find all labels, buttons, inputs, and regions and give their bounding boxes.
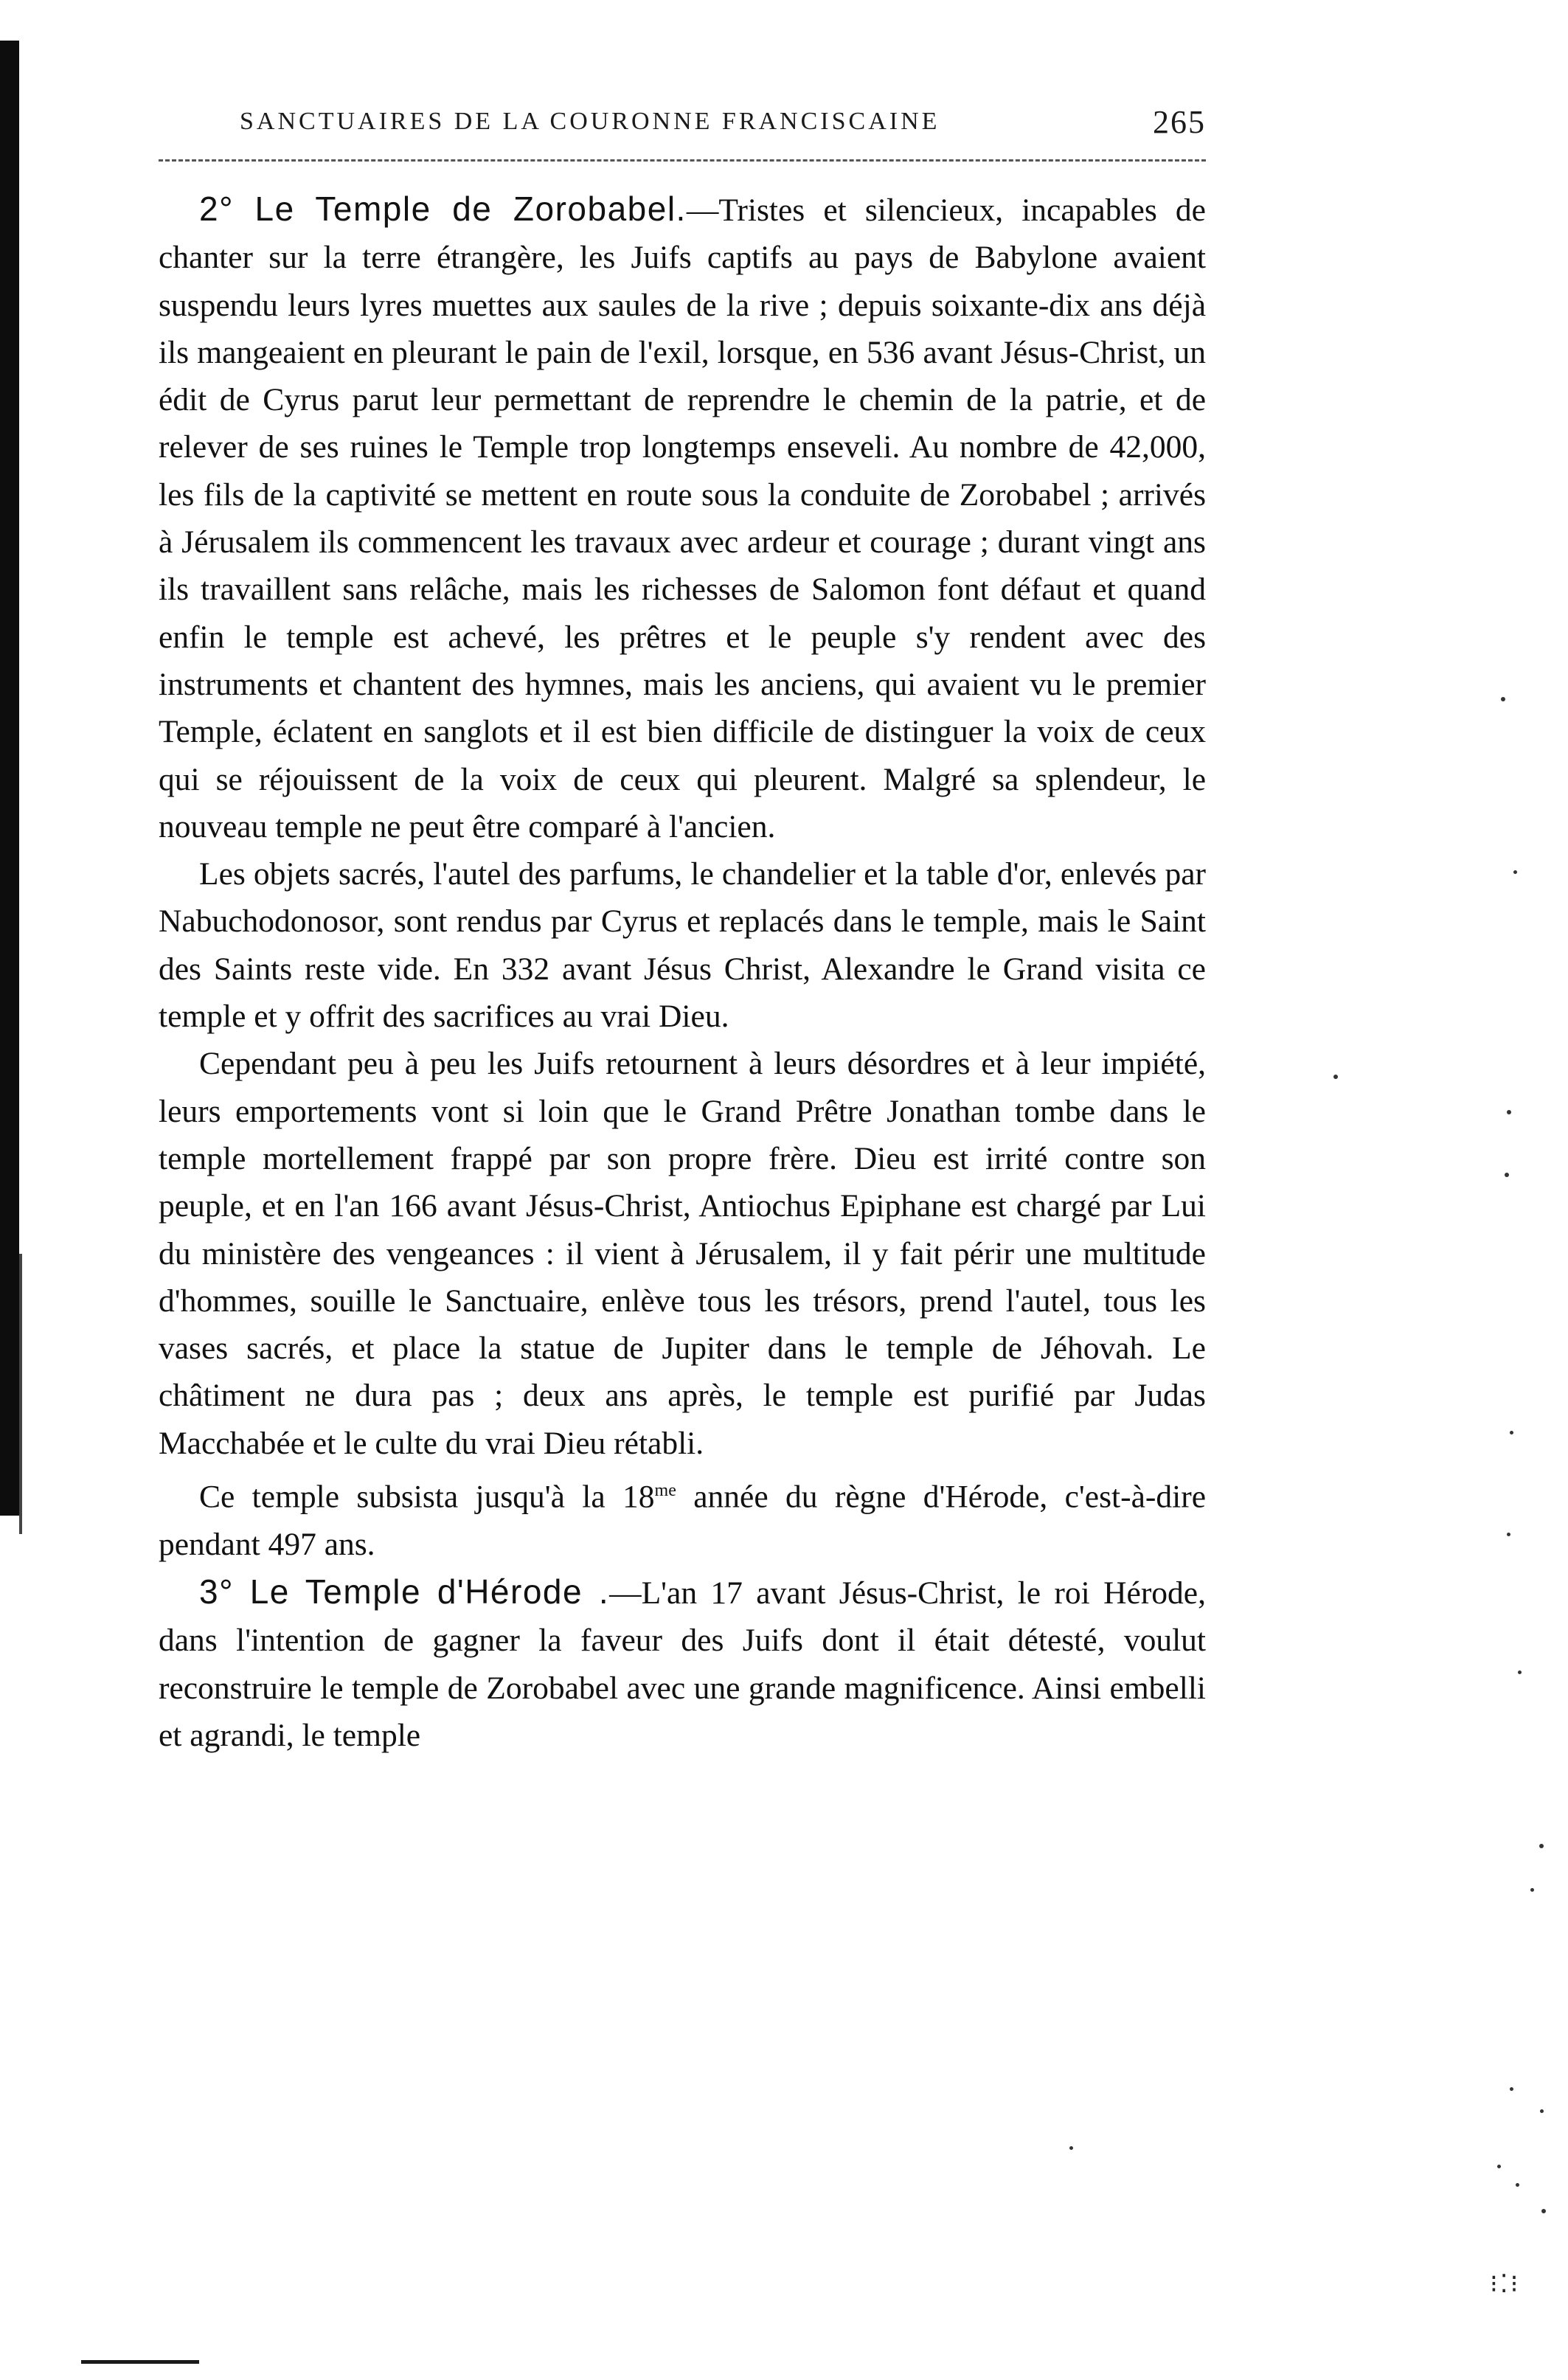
page-number: 265 [1153, 104, 1206, 140]
scan-speckle [1539, 1844, 1544, 1848]
scan-speckle [1505, 1173, 1509, 1177]
paragraph-text: —Tristes et silencieux, incapables de chanter sur la terre étrangère, les Juifs captifs au pays de Babylone avaient suspendu leurs lyres muettes aux saules de la rive ; depuis soixante-dix ans déjà ils mangeaient en pleurant le pain de l'exil, lorsque, en 536 avant Jésus-Christ, un édit de Cyrus parut leur permettant de reprendre le chemin de la patrie, et de relever de ses ruines le Temple trop longtemps enseveli. Au nombre de 42,000, les fils de la captivité se mettent en route sous la conduite de Zorobabel ; arrivés à Jérusalem ils commencent les travaux avec ardeur et courage ; durant vingt ans ils travaillent sans relâche, mais les richesses de Salomon font défaut et quand enfin le temple est achevé, les prêtres et le peuple s'y rendent avec des instruments et chantent des hymnes, mais les anciens, qui avaient vu le premier Temple, éclatent en sanglots et il est bien difficile de distinguer la voix de ceux qui se réjouissent de la voix de ceux qui pleurent. Malgré sa splendeur, le nouveau temple ne peut être comparé à l'ancien. [159, 192, 1206, 844]
scan-speckle [1507, 1533, 1510, 1536]
header-rule [159, 159, 1206, 162]
running-title: SANCTUAIRES DE LA COURONNE FRANCISCAINE [240, 108, 940, 135]
scan-speckle [1540, 2109, 1544, 2113]
scan-speckle [1516, 2183, 1519, 2187]
scan-speckle [1333, 1075, 1338, 1079]
scan-speckle [1510, 2087, 1513, 2091]
ordinal-superscript: me [654, 1481, 676, 1501]
paragraph-text: année du règne d'Hérode, c'est-à-dire pendant 497 ans. [159, 1479, 1206, 1562]
paragraph-duration [159, 1467, 1206, 1568]
section-heading-zorobabel: 2° Le Temple de Zorobabel. [199, 190, 687, 228]
scan-bottom-mark [81, 2360, 199, 2364]
paragraph-text: Cependant peu à peu les Juifs retournent à leurs désordres et à leur impiété, leurs emportements vont si loin que le Grand Prêtre Jonathan tombe dans le temple mortellement frappé par son propre frère. Dieu est irrité contre son peuple, et en l'an 166 avant Jésus-Christ, Antiochus Epiphane est chargé par Lui du ministère des vengeances : il vient à Jérusalem, il y fait périr une multitude d'hommes, souille le Sanctuaire, enlève tous les trésors, prend l'autel, tous les vases sacrés, et place la statue de Jupiter dans le temple de Jéhovah. Le châtiment ne dura pas ; deux ans après, le temple est purifié par Judas Macchabée et le culte du vrai Dieu rétabli. [159, 1046, 1206, 1461]
scan-speckle [1510, 1431, 1513, 1434]
paragraph-antiochus [159, 1040, 1206, 1467]
scan-speckle [1530, 1888, 1534, 1892]
paragraph-text: Les objets sacrés, l'autel des parfums, le chandelier et la table d'or, enlevés par Nabuchodonosor, sont rendus par Cyrus et replacés dans le temple, mais le Saint des Saints reste vide. En 332 avant Jésus Christ, Alexandre le Grand visita ce temple et y offrit des sacrifices au vrai Dieu. [159, 856, 1206, 1035]
binding-edge-shadow [19, 1254, 22, 1534]
binding-edge [0, 41, 19, 1516]
scan-speckle [1497, 2165, 1501, 2168]
paragraph-temple-herode [159, 1568, 1206, 1759]
scan-speckle [1069, 2146, 1073, 2150]
paragraph-text: Ce temple subsista jusqu'à la 18 [199, 1479, 655, 1515]
paragraph-text: —L'an 17 avant Jésus-Christ, le roi Hérode, dans l'intention de gagner la faveur des Juifs dont il était détesté, voulut reconstruire le temple de Zorobabel avec une grande magnificence. Ainsi embelli et agrandi, le temple [159, 1575, 1206, 1753]
scan-speckle [1541, 2209, 1546, 2213]
paragraph-temple-zorobabel [159, 185, 1206, 850]
scan-speckle [1518, 1670, 1522, 1674]
paragraph-sacred-objects [159, 850, 1206, 1040]
scan-edge-marks: ⁝⁚⁝ [1490, 2269, 1521, 2299]
running-head [159, 103, 1206, 146]
section-heading-herode: 3° Le Temple d'Hérode . [199, 1572, 610, 1611]
scan-speckle [1513, 870, 1517, 874]
book-page [159, 103, 1206, 1759]
scan-speckle [1507, 1110, 1511, 1114]
scan-speckle [1501, 697, 1505, 701]
